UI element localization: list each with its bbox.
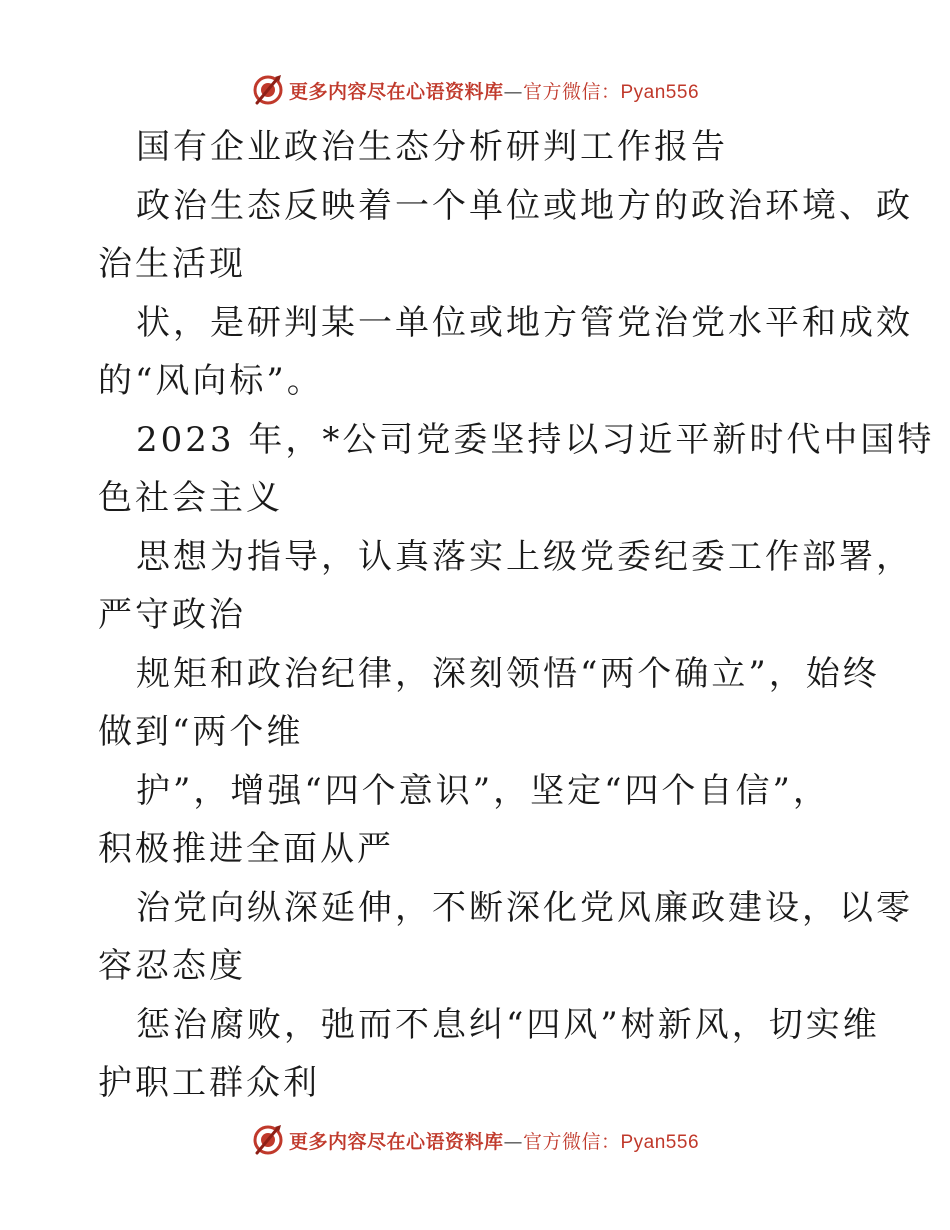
document-body	[98, 118, 935, 1113]
text-line: 色社会主义	[98, 478, 283, 518]
wechat-label: 官方微信：	[522, 80, 621, 103]
text-line: 治生活现	[98, 244, 246, 284]
text-line: 护”，增强“四个意识”，坚定“四个自信”，	[136, 770, 830, 811]
header-banner	[0, 70, 950, 110]
text-line: 容忍态度	[98, 946, 246, 986]
wechat-handle: Pyan556	[620, 1131, 700, 1153]
banner-text	[289, 1127, 699, 1154]
text-line: 积极推进全面从严	[98, 829, 394, 869]
text-line: 惩治腐败，弛而不息纠“四风”树新风，切实维	[136, 1004, 880, 1045]
text-line: 严守政治	[98, 595, 246, 635]
text-line: 状，是研判某一单位或地方管党治党水平和成效	[136, 302, 913, 343]
banner-text	[289, 77, 699, 104]
quill-seal-icon	[251, 73, 285, 107]
document-title: 国有企业政治生态分析研判工作报告	[136, 127, 728, 167]
banner-dash: —	[503, 1130, 523, 1153]
banner-dash: —	[503, 80, 523, 103]
wechat-label: 官方微信：	[522, 1130, 621, 1153]
text-line: 2023 年，*公司党委坚持以习近平新时代中国特	[136, 419, 935, 460]
quill-seal-icon	[251, 1123, 285, 1157]
brand-text: 更多内容尽在心语资料库	[288, 1130, 504, 1153]
footer-banner	[0, 1120, 950, 1160]
text-line: 护职工群众利	[98, 1063, 320, 1103]
text-line: 思想为指导，认真落实上级党委纪委工作部署，	[136, 536, 913, 577]
brand-text: 更多内容尽在心语资料库	[288, 80, 504, 103]
text-line: 的“风向标”。	[98, 361, 324, 401]
text-line: 做到“两个维	[98, 712, 304, 752]
text-line: 规矩和政治纪律，深刻领悟“两个确立”，始终	[136, 653, 880, 694]
wechat-handle: Pyan556	[620, 81, 700, 103]
text-line: 政治生态反映着一个单位或地方的政治环境、政	[136, 185, 913, 226]
text-line: 治党向纵深延伸，不断深化党风廉政建设，以零	[136, 887, 913, 928]
